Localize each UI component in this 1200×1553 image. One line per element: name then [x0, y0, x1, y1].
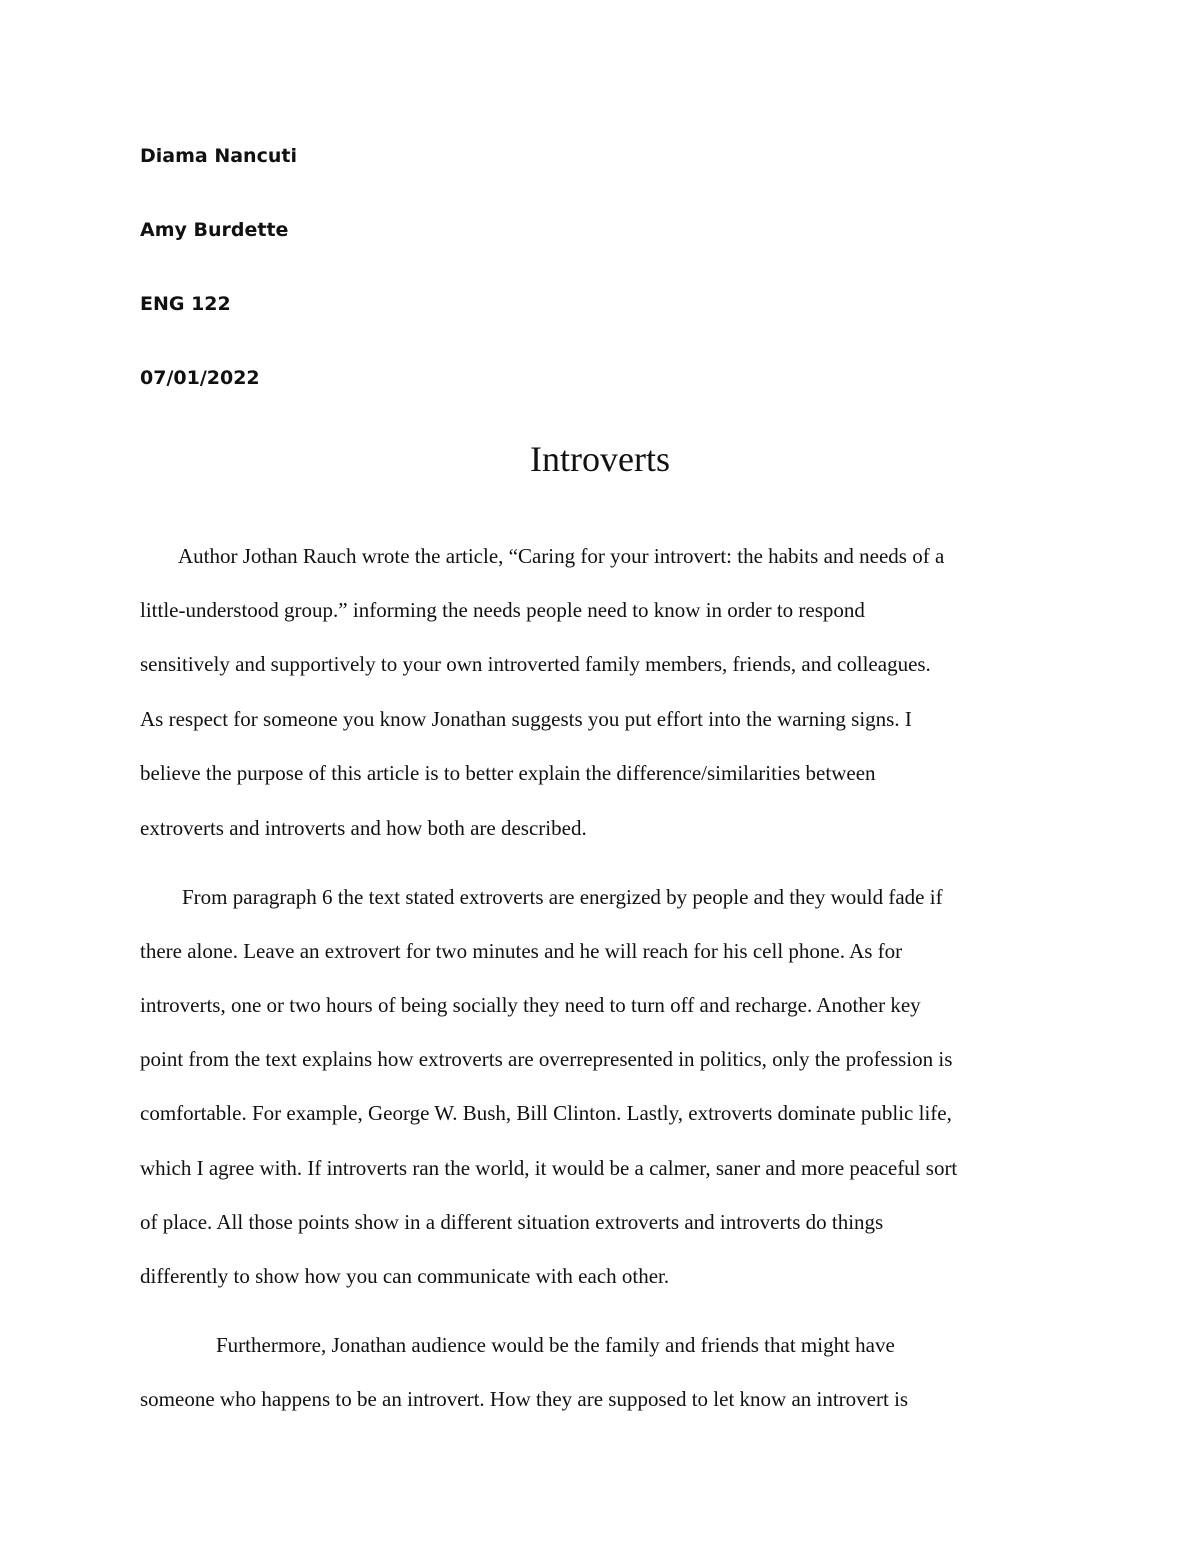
paragraph-line: From paragraph 6 the text stated extroverts are energized by people and they would fade if	[182, 885, 943, 909]
paragraph-line: there alone. Leave an extrovert for two minutes and he will reach for his cell phone. As for	[140, 939, 903, 963]
paragraph-line: sensitively and supportively to your own introverted family members, friends, and colleagues.	[140, 652, 931, 676]
paragraph-line: believe the purpose of this article is to better explain the difference/similarities between	[140, 761, 876, 785]
paragraph-line: introverts, one or two hours of being socially they need to turn off and recharge. Another key	[140, 993, 921, 1017]
paragraph-line: which I agree with. If introverts ran the world, it would be a calmer, saner and more peaceful sort	[140, 1156, 958, 1180]
paragraph-line: As respect for someone you know Jonathan suggests you put effort into the warning signs. I	[140, 707, 912, 731]
page-title: Introverts	[530, 439, 670, 479]
paragraph-line: extroverts and introverts and how both are described.	[140, 816, 587, 840]
paragraph-line: little-understood group.” informing the needs people need to know in order to respond	[140, 598, 865, 622]
submission-date: 07/01/2022	[140, 367, 260, 389]
paragraph-line: Author Jothan Rauch wrote the article, “Caring for your introvert: the habits and needs of a	[178, 544, 945, 568]
student-name: Diama Nancuti	[140, 145, 297, 167]
instructor-name: Amy Burdette	[140, 219, 289, 241]
paragraph-line: someone who happens to be an introvert. How they are supposed to let know an introvert is	[140, 1387, 909, 1411]
course-name: ENG 122	[140, 293, 231, 315]
paragraph-line: differently to show how you can communicate with each other.	[140, 1264, 670, 1288]
paragraph-line: of place. All those points show in a different situation extroverts and introverts do things	[140, 1210, 884, 1234]
paragraph-line: point from the text explains how extroverts are overrepresented in politics, only the profession is	[140, 1047, 953, 1071]
paragraph-line: Furthermore, Jonathan audience would be the family and friends that might have	[216, 1333, 895, 1357]
paragraph-line: comfortable. For example, George W. Bush, Bill Clinton. Lastly, extroverts dominate public life,	[140, 1101, 952, 1125]
